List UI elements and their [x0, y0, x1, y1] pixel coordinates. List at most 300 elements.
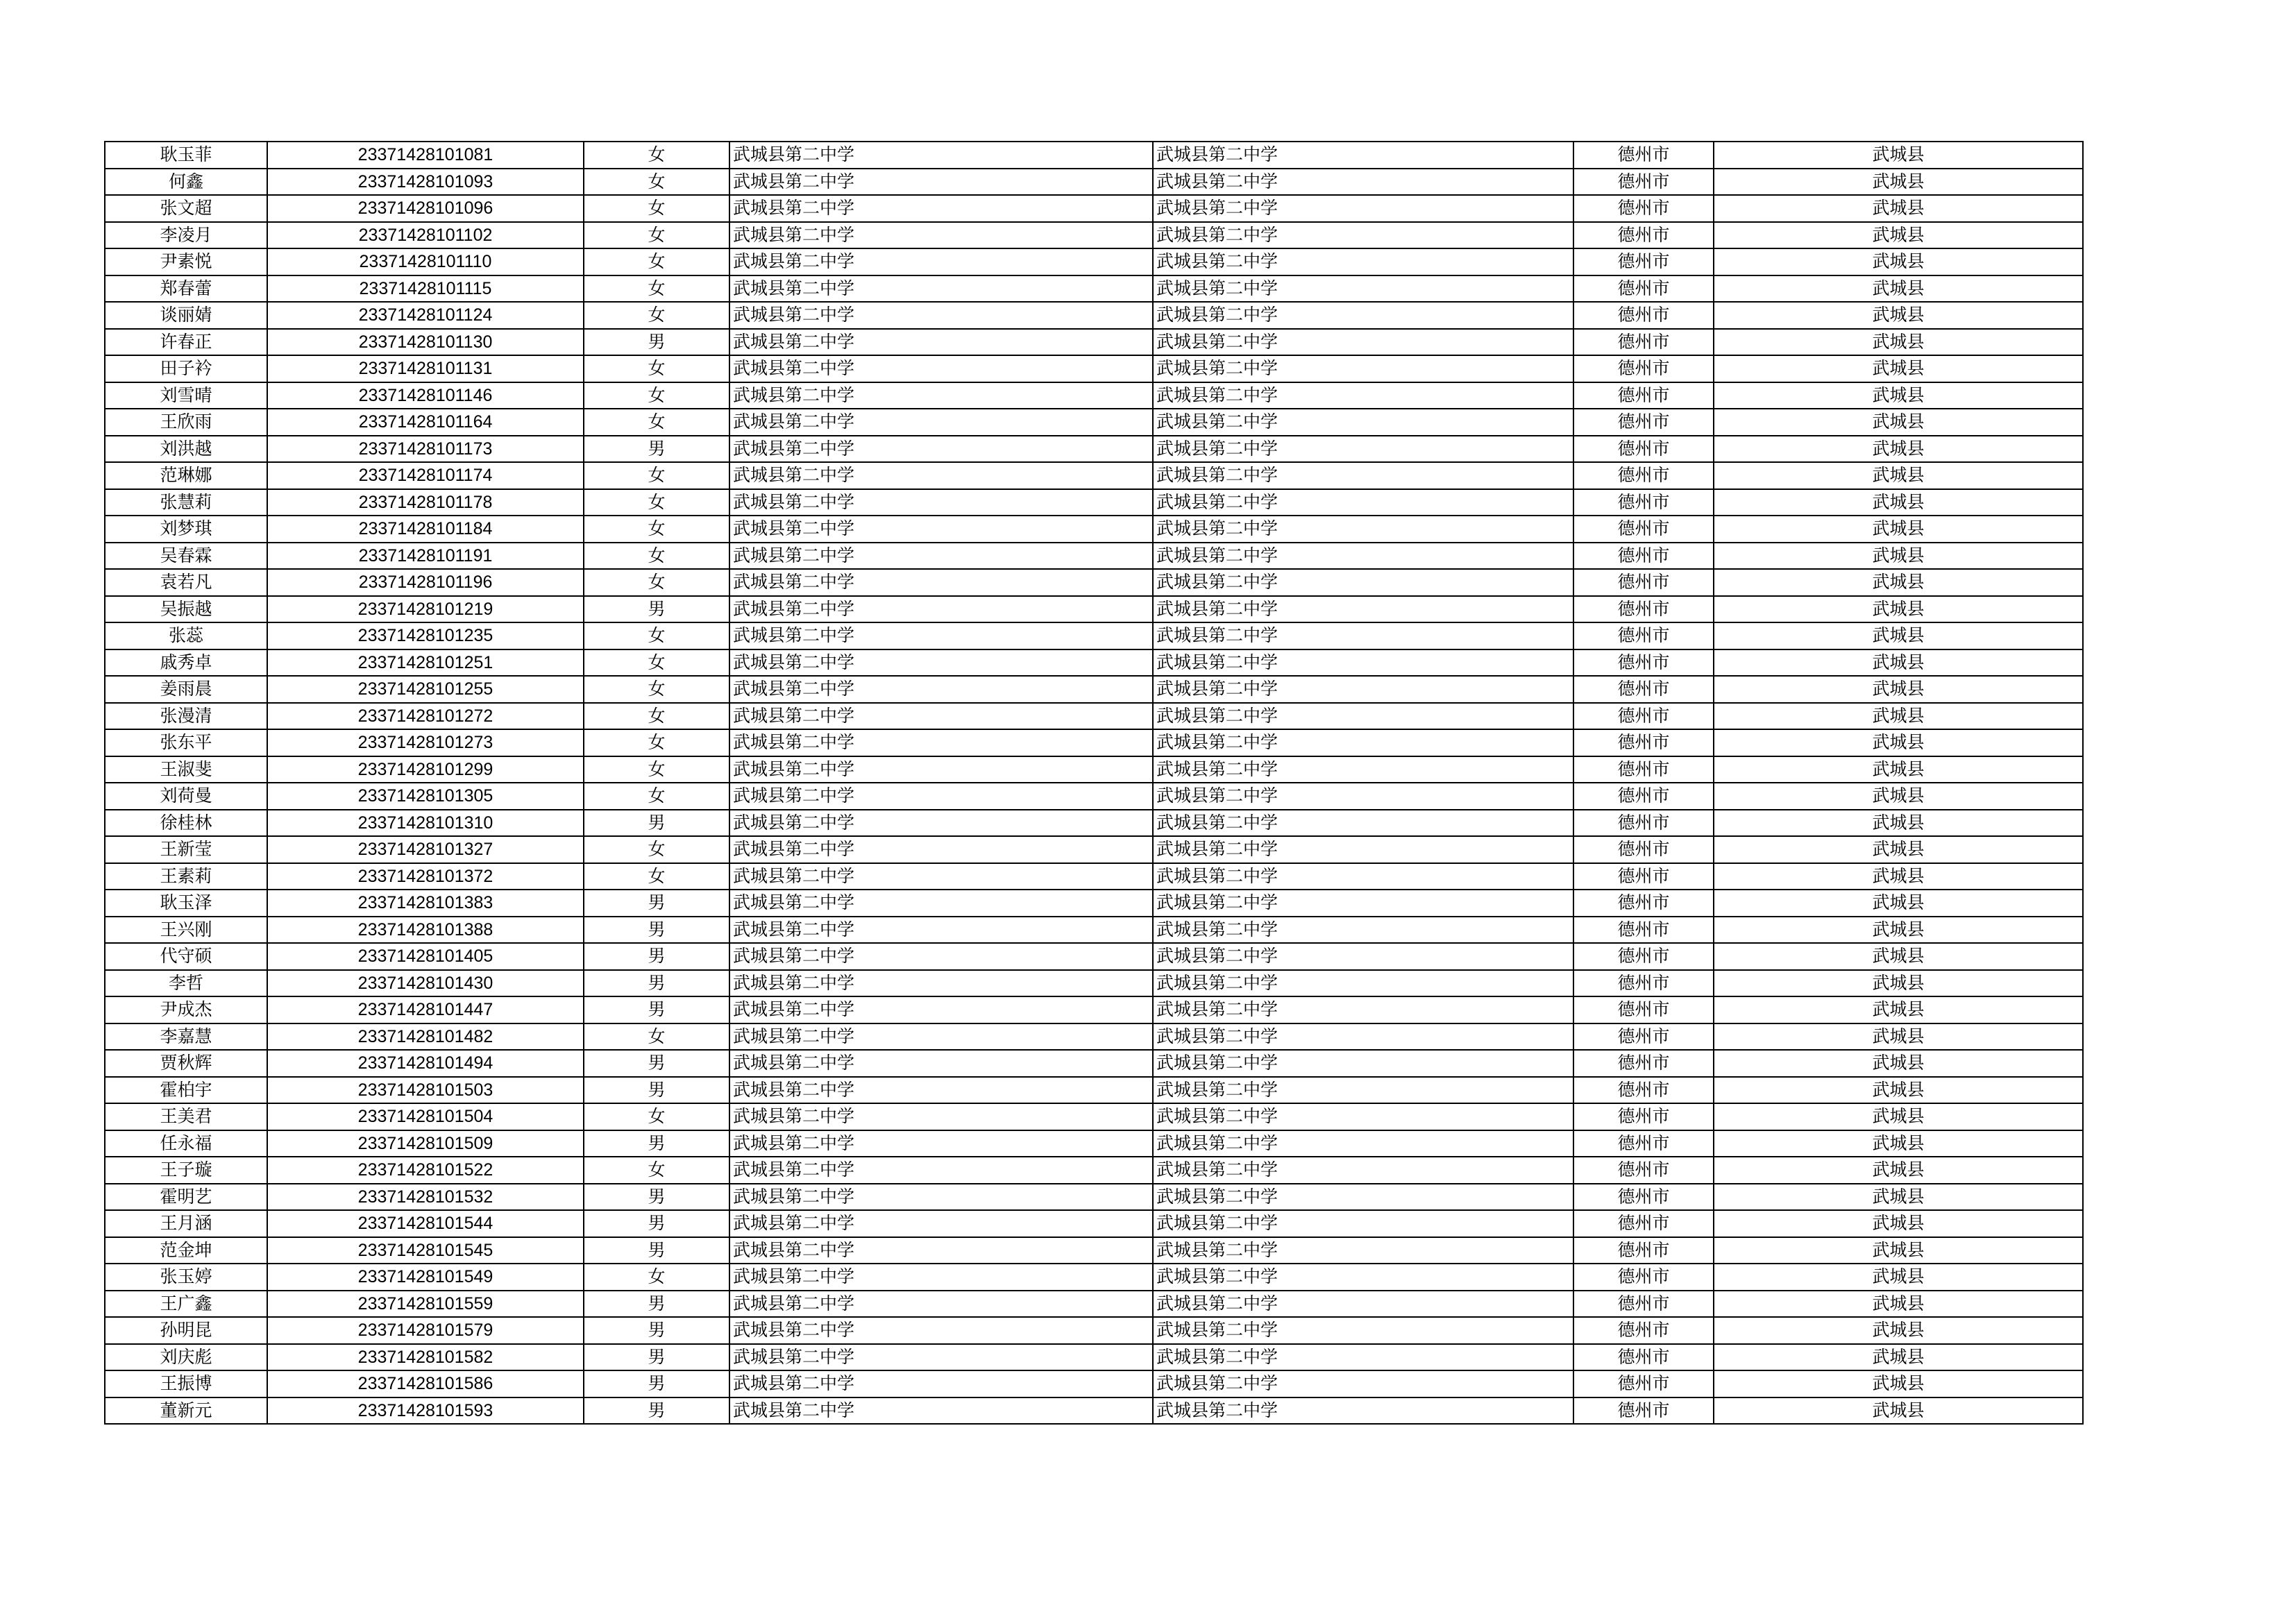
cell-city: 德州市: [1573, 649, 1714, 677]
cell-exam-id: 23371428101494: [267, 1050, 584, 1077]
cell-gender: 女: [584, 169, 729, 196]
cell-city: 德州市: [1573, 1210, 1714, 1237]
table-row: [105, 1291, 2083, 1318]
cell-city: 德州市: [1573, 1077, 1714, 1104]
cell-exam-id: 23371428101130: [267, 329, 584, 356]
cell-city: 德州市: [1573, 355, 1714, 382]
cell-name: 孙明昆: [105, 1317, 267, 1344]
cell-city: 德州市: [1573, 1317, 1714, 1344]
cell-gender: 男: [584, 1130, 729, 1157]
cell-school-2: 武城县第二中学: [1153, 703, 1573, 730]
cell-county: 武城县: [1714, 783, 2083, 810]
cell-gender: 男: [584, 810, 729, 837]
cell-school: 武城县第二中学: [729, 462, 1153, 489]
cell-school-2: 武城县第二中学: [1153, 516, 1573, 543]
cell-school-2: 武城县第二中学: [1153, 329, 1573, 356]
cell-gender: 女: [584, 569, 729, 596]
cell-school-2: 武城县第二中学: [1153, 248, 1573, 275]
cell-exam-id: 23371428101299: [267, 756, 584, 783]
cell-school: 武城县第二中学: [729, 1237, 1153, 1264]
cell-school-2: 武城县第二中学: [1153, 1291, 1573, 1318]
cell-county: 武城县: [1714, 703, 2083, 730]
cell-city: 德州市: [1573, 703, 1714, 730]
cell-exam-id: 23371428101178: [267, 489, 584, 516]
cell-gender: 女: [584, 409, 729, 436]
cell-gender: 男: [584, 943, 729, 970]
table-row: [105, 355, 2083, 382]
cell-school: 武城县第二中学: [729, 1157, 1153, 1184]
cell-school: 武城县第二中学: [729, 1317, 1153, 1344]
cell-city: 德州市: [1573, 1130, 1714, 1157]
cell-school-2: 武城县第二中学: [1153, 1344, 1573, 1371]
cell-school-2: 武城县第二中学: [1153, 596, 1573, 623]
cell-school-2: 武城县第二中学: [1153, 302, 1573, 329]
cell-school: 武城县第二中学: [729, 943, 1153, 970]
cell-exam-id: 23371428101430: [267, 970, 584, 997]
cell-school-2: 武城县第二中学: [1153, 1130, 1573, 1157]
cell-exam-id: 23371428101093: [267, 169, 584, 196]
cell-name: 袁若凡: [105, 569, 267, 596]
table-row: [105, 1264, 2083, 1291]
table-row: [105, 1344, 2083, 1371]
cell-school-2: 武城县第二中学: [1153, 676, 1573, 703]
cell-city: 德州市: [1573, 142, 1714, 169]
cell-school: 武城县第二中学: [729, 1264, 1153, 1291]
cell-name: 许春正: [105, 329, 267, 356]
cell-name: 王素莉: [105, 863, 267, 890]
cell-exam-id: 23371428101305: [267, 783, 584, 810]
cell-gender: 男: [584, 1077, 729, 1104]
cell-county: 武城县: [1714, 836, 2083, 863]
cell-school: 武城县第二中学: [729, 1050, 1153, 1077]
cell-gender: 女: [584, 248, 729, 275]
cell-gender: 男: [584, 996, 729, 1023]
cell-school-2: 武城县第二中学: [1153, 543, 1573, 570]
cell-name: 王欣雨: [105, 409, 267, 436]
cell-name: 张漫清: [105, 703, 267, 730]
cell-gender: 女: [584, 516, 729, 543]
cell-name: 刘梦琪: [105, 516, 267, 543]
table-row: [105, 676, 2083, 703]
cell-gender: 女: [584, 489, 729, 516]
cell-school-2: 武城县第二中学: [1153, 729, 1573, 756]
cell-school: 武城县第二中学: [729, 1370, 1153, 1397]
cell-school-2: 武城县第二中学: [1153, 836, 1573, 863]
cell-gender: 女: [584, 703, 729, 730]
cell-gender: 男: [584, 436, 729, 463]
table-row: [105, 943, 2083, 970]
cell-name: 王兴刚: [105, 917, 267, 944]
cell-name: 郑春蕾: [105, 275, 267, 303]
cell-county: 武城县: [1714, 409, 2083, 436]
cell-exam-id: 23371428101191: [267, 543, 584, 570]
cell-county: 武城县: [1714, 729, 2083, 756]
cell-city: 德州市: [1573, 302, 1714, 329]
cell-school: 武城县第二中学: [729, 1103, 1153, 1130]
cell-gender: 女: [584, 302, 729, 329]
cell-name: 张玉婷: [105, 1264, 267, 1291]
cell-exam-id: 23371428101383: [267, 890, 584, 917]
table-row: [105, 970, 2083, 997]
cell-school-2: 武城县第二中学: [1153, 1184, 1573, 1211]
cell-gender: 男: [584, 970, 729, 997]
cell-name: 吴振越: [105, 596, 267, 623]
cell-gender: 男: [584, 1184, 729, 1211]
cell-city: 德州市: [1573, 596, 1714, 623]
cell-city: 德州市: [1573, 329, 1714, 356]
cell-school: 武城县第二中学: [729, 248, 1153, 275]
cell-school: 武城县第二中学: [729, 543, 1153, 570]
cell-exam-id: 23371428101164: [267, 409, 584, 436]
cell-school: 武城县第二中学: [729, 1344, 1153, 1371]
cell-gender: 男: [584, 1291, 729, 1318]
cell-county: 武城县: [1714, 756, 2083, 783]
cell-school-2: 武城县第二中学: [1153, 756, 1573, 783]
cell-school-2: 武城县第二中学: [1153, 222, 1573, 249]
table-row: [105, 649, 2083, 677]
cell-school-2: 武城县第二中学: [1153, 943, 1573, 970]
cell-county: 武城县: [1714, 890, 2083, 917]
cell-school: 武城县第二中学: [729, 756, 1153, 783]
cell-school-2: 武城县第二中学: [1153, 917, 1573, 944]
cell-school: 武城县第二中学: [729, 1184, 1153, 1211]
cell-county: 武城县: [1714, 1317, 2083, 1344]
table-row: [105, 329, 2083, 356]
cell-school-2: 武城县第二中学: [1153, 489, 1573, 516]
cell-city: 德州市: [1573, 1291, 1714, 1318]
cell-school: 武城县第二中学: [729, 649, 1153, 677]
cell-city: 德州市: [1573, 622, 1714, 649]
cell-city: 德州市: [1573, 169, 1714, 196]
cell-exam-id: 23371428101219: [267, 596, 584, 623]
cell-gender: 男: [584, 1237, 729, 1264]
cell-city: 德州市: [1573, 1397, 1714, 1425]
cell-name: 耿玉泽: [105, 890, 267, 917]
cell-name: 贾秋辉: [105, 1050, 267, 1077]
cell-name: 刘洪越: [105, 436, 267, 463]
cell-gender: 男: [584, 1370, 729, 1397]
cell-school-2: 武城县第二中学: [1153, 1370, 1573, 1397]
cell-school: 武城县第二中学: [729, 516, 1153, 543]
cell-exam-id: 23371428101559: [267, 1291, 584, 1318]
cell-county: 武城县: [1714, 1397, 2083, 1425]
cell-county: 武城县: [1714, 1023, 2083, 1051]
cell-city: 德州市: [1573, 248, 1714, 275]
cell-gender: 女: [584, 222, 729, 249]
cell-school: 武城县第二中学: [729, 195, 1153, 222]
cell-school: 武城县第二中学: [729, 917, 1153, 944]
cell-city: 德州市: [1573, 543, 1714, 570]
cell-county: 武城县: [1714, 1184, 2083, 1211]
cell-county: 武城县: [1714, 195, 2083, 222]
cell-name: 尹成杰: [105, 996, 267, 1023]
cell-school: 武城县第二中学: [729, 810, 1153, 837]
table-row: [105, 1210, 2083, 1237]
cell-school-2: 武城县第二中学: [1153, 355, 1573, 382]
table-row: [105, 1157, 2083, 1184]
cell-city: 德州市: [1573, 1237, 1714, 1264]
cell-name: 王新莹: [105, 836, 267, 863]
cell-school: 武城县第二中学: [729, 970, 1153, 997]
cell-city: 德州市: [1573, 676, 1714, 703]
cell-gender: 男: [584, 329, 729, 356]
cell-exam-id: 23371428101146: [267, 382, 584, 409]
cell-exam-id: 23371428101503: [267, 1077, 584, 1104]
table-row: [105, 302, 2083, 329]
cell-school-2: 武城县第二中学: [1153, 169, 1573, 196]
cell-city: 德州市: [1573, 810, 1714, 837]
cell-school: 武城县第二中学: [729, 863, 1153, 890]
cell-gender: 女: [584, 1157, 729, 1184]
cell-county: 武城县: [1714, 676, 2083, 703]
cell-county: 武城县: [1714, 622, 2083, 649]
cell-exam-id: 23371428101504: [267, 1103, 584, 1130]
table-row: [105, 516, 2083, 543]
cell-name: 张慧莉: [105, 489, 267, 516]
cell-school-2: 武城县第二中学: [1153, 1103, 1573, 1130]
cell-exam-id: 23371428101115: [267, 275, 584, 303]
cell-school: 武城县第二中学: [729, 996, 1153, 1023]
cell-gender: 女: [584, 649, 729, 677]
cell-city: 德州市: [1573, 409, 1714, 436]
cell-school: 武城县第二中学: [729, 1397, 1153, 1425]
table-row: [105, 382, 2083, 409]
cell-city: 德州市: [1573, 970, 1714, 997]
cell-school: 武城县第二中学: [729, 275, 1153, 303]
cell-county: 武城县: [1714, 863, 2083, 890]
cell-school: 武城县第二中学: [729, 1291, 1153, 1318]
cell-gender: 男: [584, 1397, 729, 1425]
cell-gender: 女: [584, 676, 729, 703]
cell-county: 武城县: [1714, 970, 2083, 997]
cell-school-2: 武城县第二中学: [1153, 142, 1573, 169]
cell-city: 德州市: [1573, 275, 1714, 303]
table-row: [105, 1130, 2083, 1157]
cell-county: 武城县: [1714, 382, 2083, 409]
cell-county: 武城县: [1714, 1291, 2083, 1318]
cell-school: 武城县第二中学: [729, 1210, 1153, 1237]
cell-gender: 女: [584, 729, 729, 756]
cell-county: 武城县: [1714, 355, 2083, 382]
cell-gender: 男: [584, 1210, 729, 1237]
table-row: [105, 1023, 2083, 1051]
cell-school-2: 武城县第二中学: [1153, 1264, 1573, 1291]
cell-city: 德州市: [1573, 1023, 1714, 1051]
cell-school-2: 武城县第二中学: [1153, 622, 1573, 649]
cell-school-2: 武城县第二中学: [1153, 409, 1573, 436]
cell-name: 吴春霖: [105, 543, 267, 570]
cell-exam-id: 23371428101545: [267, 1237, 584, 1264]
cell-school: 武城县第二中学: [729, 329, 1153, 356]
cell-exam-id: 23371428101096: [267, 195, 584, 222]
cell-exam-id: 23371428101327: [267, 836, 584, 863]
cell-exam-id: 23371428101447: [267, 996, 584, 1023]
cell-gender: 女: [584, 863, 729, 890]
cell-city: 德州市: [1573, 462, 1714, 489]
table-row: [105, 1050, 2083, 1077]
cell-school: 武城县第二中学: [729, 382, 1153, 409]
table-row: [105, 569, 2083, 596]
cell-city: 德州市: [1573, 1264, 1714, 1291]
cell-name: 霍明艺: [105, 1184, 267, 1211]
table-row: [105, 729, 2083, 756]
table-row: [105, 1103, 2083, 1130]
cell-name: 尹素悦: [105, 248, 267, 275]
cell-name: 王月涵: [105, 1210, 267, 1237]
cell-school-2: 武城县第二中学: [1153, 1397, 1573, 1425]
table-row: [105, 248, 2083, 275]
cell-school-2: 武城县第二中学: [1153, 1210, 1573, 1237]
cell-gender: 女: [584, 355, 729, 382]
cell-name: 范琳娜: [105, 462, 267, 489]
cell-exam-id: 23371428101255: [267, 676, 584, 703]
cell-gender: 男: [584, 1317, 729, 1344]
cell-gender: 女: [584, 275, 729, 303]
cell-gender: 女: [584, 836, 729, 863]
cell-exam-id: 23371428101184: [267, 516, 584, 543]
cell-exam-id: 23371428101102: [267, 222, 584, 249]
cell-county: 武城县: [1714, 543, 2083, 570]
cell-gender: 女: [584, 543, 729, 570]
cell-name: 谈丽婧: [105, 302, 267, 329]
cell-county: 武城县: [1714, 275, 2083, 303]
cell-name: 张蕊: [105, 622, 267, 649]
cell-county: 武城县: [1714, 248, 2083, 275]
cell-city: 德州市: [1573, 195, 1714, 222]
cell-name: 李凌月: [105, 222, 267, 249]
cell-county: 武城县: [1714, 1077, 2083, 1104]
cell-school-2: 武城县第二中学: [1153, 890, 1573, 917]
table-row: [105, 703, 2083, 730]
cell-exam-id: 23371428101235: [267, 622, 584, 649]
cell-gender: 男: [584, 890, 729, 917]
cell-city: 德州市: [1573, 1157, 1714, 1184]
cell-gender: 女: [584, 783, 729, 810]
cell-exam-id: 23371428101509: [267, 1130, 584, 1157]
cell-county: 武城县: [1714, 1237, 2083, 1264]
table-row: [105, 890, 2083, 917]
cell-county: 武城县: [1714, 810, 2083, 837]
cell-county: 武城县: [1714, 569, 2083, 596]
cell-county: 武城县: [1714, 649, 2083, 677]
cell-name: 田子衿: [105, 355, 267, 382]
cell-school: 武城县第二中学: [729, 222, 1153, 249]
table-row: [105, 409, 2083, 436]
cell-school-2: 武城县第二中学: [1153, 462, 1573, 489]
cell-exam-id: 23371428101173: [267, 436, 584, 463]
cell-exam-id: 23371428101272: [267, 703, 584, 730]
cell-gender: 女: [584, 195, 729, 222]
cell-county: 武城县: [1714, 222, 2083, 249]
cell-gender: 男: [584, 596, 729, 623]
cell-exam-id: 23371428101593: [267, 1397, 584, 1425]
cell-name: 徐桂林: [105, 810, 267, 837]
cell-school-2: 武城县第二中学: [1153, 436, 1573, 463]
cell-county: 武城县: [1714, 1210, 2083, 1237]
cell-city: 德州市: [1573, 1050, 1714, 1077]
cell-exam-id: 23371428101579: [267, 1317, 584, 1344]
cell-county: 武城县: [1714, 1130, 2083, 1157]
cell-name: 李哲: [105, 970, 267, 997]
cell-county: 武城县: [1714, 1103, 2083, 1130]
cell-county: 武城县: [1714, 1344, 2083, 1371]
cell-school-2: 武城县第二中学: [1153, 1050, 1573, 1077]
cell-name: 李嘉慧: [105, 1023, 267, 1051]
cell-exam-id: 23371428101273: [267, 729, 584, 756]
cell-name: 姜雨晨: [105, 676, 267, 703]
cell-name: 张文超: [105, 195, 267, 222]
cell-name: 代守硕: [105, 943, 267, 970]
cell-exam-id: 23371428101405: [267, 943, 584, 970]
cell-county: 武城县: [1714, 516, 2083, 543]
cell-county: 武城县: [1714, 917, 2083, 944]
table-row: [105, 1077, 2083, 1104]
cell-exam-id: 23371428101532: [267, 1184, 584, 1211]
cell-school-2: 武城县第二中学: [1153, 382, 1573, 409]
cell-exam-id: 23371428101549: [267, 1264, 584, 1291]
cell-school: 武城县第二中学: [729, 890, 1153, 917]
cell-name: 范金坤: [105, 1237, 267, 1264]
table-row: [105, 917, 2083, 944]
cell-school: 武城县第二中学: [729, 676, 1153, 703]
cell-city: 德州市: [1573, 489, 1714, 516]
cell-county: 武城县: [1714, 1050, 2083, 1077]
table-row: [105, 1237, 2083, 1264]
table-row: [105, 756, 2083, 783]
cell-school: 武城县第二中学: [729, 729, 1153, 756]
cell-name: 刘荷曼: [105, 783, 267, 810]
cell-school-2: 武城县第二中学: [1153, 1023, 1573, 1051]
cell-school-2: 武城县第二中学: [1153, 1237, 1573, 1264]
cell-exam-id: 23371428101310: [267, 810, 584, 837]
table-row: [105, 462, 2083, 489]
cell-county: 武城县: [1714, 302, 2083, 329]
cell-gender: 男: [584, 1050, 729, 1077]
cell-name: 刘雪晴: [105, 382, 267, 409]
cell-county: 武城县: [1714, 996, 2083, 1023]
cell-city: 德州市: [1573, 783, 1714, 810]
cell-school-2: 武城县第二中学: [1153, 1317, 1573, 1344]
cell-city: 德州市: [1573, 996, 1714, 1023]
cell-city: 德州市: [1573, 836, 1714, 863]
cell-exam-id: 23371428101482: [267, 1023, 584, 1051]
table-row: [105, 1317, 2083, 1344]
cell-name: 戚秀卓: [105, 649, 267, 677]
cell-city: 德州市: [1573, 1344, 1714, 1371]
cell-county: 武城县: [1714, 1264, 2083, 1291]
table-row: [105, 996, 2083, 1023]
cell-school-2: 武城县第二中学: [1153, 996, 1573, 1023]
cell-city: 德州市: [1573, 943, 1714, 970]
cell-school-2: 武城县第二中学: [1153, 649, 1573, 677]
table-row: [105, 810, 2083, 837]
table-row: [105, 783, 2083, 810]
table-row: [105, 1370, 2083, 1397]
cell-exam-id: 23371428101372: [267, 863, 584, 890]
cell-gender: 女: [584, 1023, 729, 1051]
cell-city: 德州市: [1573, 890, 1714, 917]
cell-school: 武城县第二中学: [729, 355, 1153, 382]
cell-school-2: 武城县第二中学: [1153, 275, 1573, 303]
cell-gender: 男: [584, 1344, 729, 1371]
cell-city: 德州市: [1573, 756, 1714, 783]
cell-school: 武城县第二中学: [729, 489, 1153, 516]
cell-gender: 女: [584, 142, 729, 169]
cell-exam-id: 23371428101131: [267, 355, 584, 382]
cell-school-2: 武城县第二中学: [1153, 569, 1573, 596]
cell-school: 武城县第二中学: [729, 596, 1153, 623]
cell-gender: 女: [584, 756, 729, 783]
